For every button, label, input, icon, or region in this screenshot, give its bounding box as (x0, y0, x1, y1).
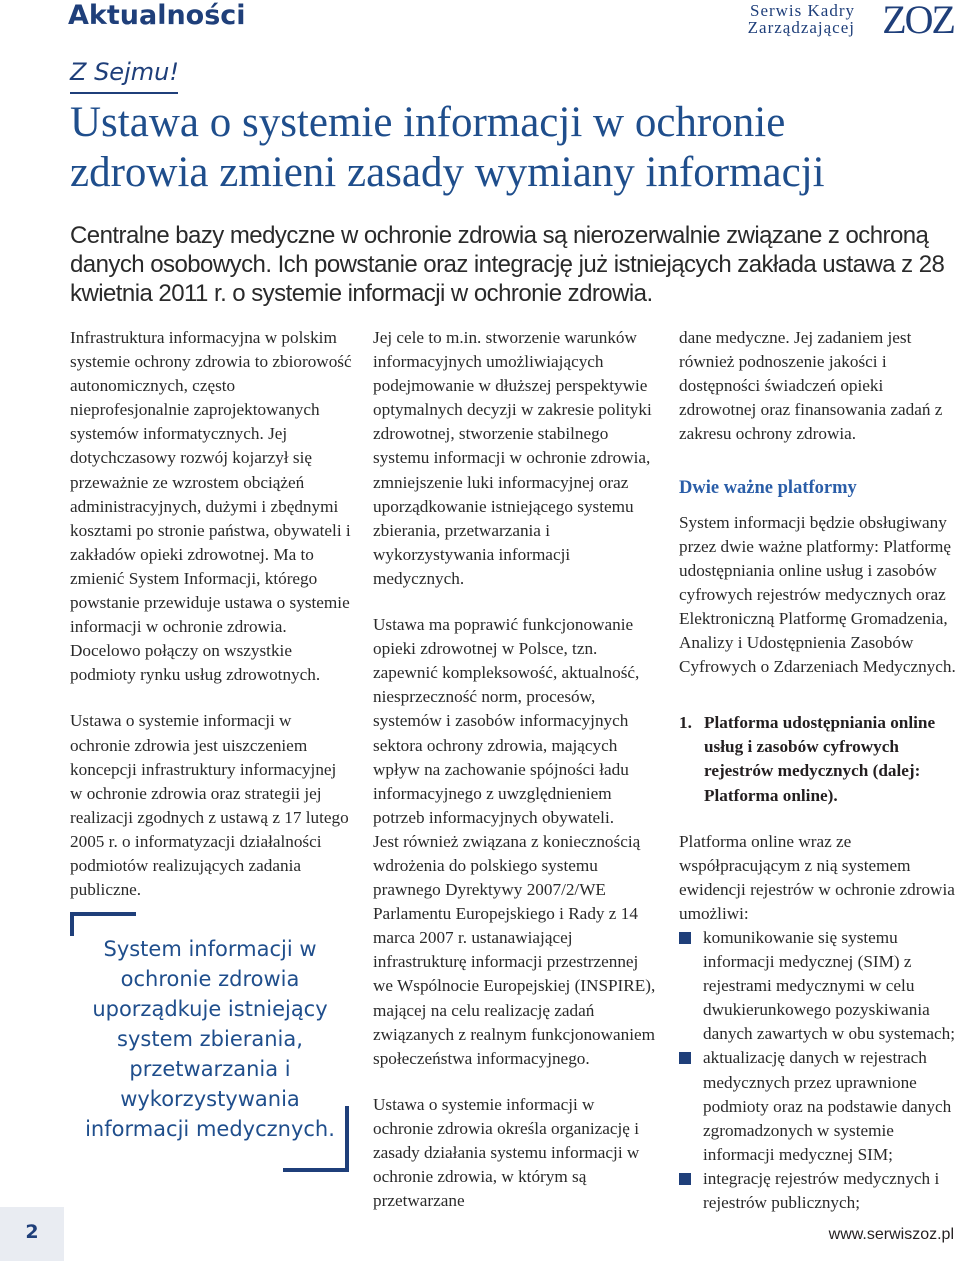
list-item-text: komunikowanie się systemu informacji medycznej (SIM) z rejestrami medycznymi w celu dwukierunkowego pozyskiwania danych zawartych w obu systemach; (703, 927, 955, 1044)
paragraph: Infrastruktura informacyjna w polskim systemie ochrony zdrowia to zbiorowość autonomicznych, często nieprofesjonalnie zaprojektowanych systemów informatycznych. Jej dotychczasowy rozwój kojarzył się przeważnie ze wzrostem obciążeń administracyjnych, dużymi i zbędnymi kosztami po stronie państwa, obywateli i zakładów opieki zdrowotnej. Ma to zmienić System Informacji, którego powstanie przewiduje ustawa o systemie informacji w ochronie zdrowia. Docelowo połączy on wszystkie podmioty rynku usług zdrowotnych. (70, 328, 352, 685)
publication-logo: ZOZ (882, 0, 954, 42)
paragraph: Ustawa ma poprawić funkcjonowanie opieki zdrowotnej w Polsce, tzn. zapewnić kompleksowość, aktualność, niesprzeczność norm, procesów, systemów i zasobów informacyjnych sektora ochrony zdrowia, mających wpływ na zachowanie spójności ładu informacyjnego z uwzględnieniem potrzeb informacyjnych obywateli. (373, 615, 640, 827)
item-title: Platforma udostępniania online usług i zasobów cyfrowych rejestrów medycznych (dalej: Platforma online). (704, 713, 936, 805)
quote-bracket (283, 1168, 349, 1172)
list-item (679, 1046, 960, 1166)
list-item (679, 1167, 960, 1215)
subheading: Dwie ważne platformy (679, 478, 857, 499)
paragraph: dane medyczne. Jej zadaniem jest również podnoszenie jakości i dostępności świadczeń opieki zdrowotnej oraz finansowania zadań z zakresu ochrony zdrowia. (679, 328, 943, 444)
article-headline: Ustawa o systemie informacji w ochronie zdrowia zmieni zasady wymiany informacji (70, 99, 825, 196)
paragraph: Platforma online wraz ze współpracującym z nią systemem ewidencji rejestrów w ochronie zdrowia umożliwi: (679, 831, 955, 923)
kicker: Z Sejmu! (70, 58, 179, 86)
item-number: 1. (679, 713, 692, 733)
list-item (679, 926, 960, 1046)
paragraph: System informacji będzie obsługiwany przez dwie ważne platformy: Platformę udostępniania online usług i zasobów cyfrowych rejestrów medycznych oraz Elektroniczną Platformę Gromadzenia, Analizy i Udostępnienia Zasobów Cyfrowych o Zdarzeniach Medycznych. (679, 512, 956, 677)
quote-bracket (70, 912, 74, 936)
publication-logo-text (748, 2, 855, 36)
column-2 (373, 326, 658, 1213)
paragraph: Jej cele to m.in. stworzenie warunków informacyjnych umożliwiających podejmowanie w dłuższej perspektywie optymalnych decyzji w zakresie polityki zdrowotnej, stworzenie stabilnego systemu informacji w ochronie zdrowia, zmniejszenie luki informacyjnej oraz uporządkowanie istniejącego systemu zbierania, przetwarzania i wykorzystywania informacji medycznych. (373, 328, 652, 588)
quote-bracket (345, 1106, 349, 1172)
pull-quote: System informacji w ochronie zdrowia uporządkuje istniejący system zbierania, przetwarzania i wykorzystywania informacji medycznych. (85, 937, 335, 1141)
quote-bracket (70, 912, 136, 916)
list-item-text: integrację rejestrów medycznych i rejestrów publicznych; (703, 1168, 940, 1212)
section-title: Aktualności (68, 0, 246, 31)
numbered-item (679, 711, 960, 807)
column-1 (70, 326, 352, 902)
paragraph: Jest również związana z koniecznością wdrożenia do polskiego systemu prawnego Dyrektywy 2007/2/WE Parlamentu Europejskiego i Rady z 14 marca 2007 r. ustanawiającej infrastrukturę informacji przestrzennej we Wspólnocie Europejskiej (INSPIRE), mającej na celu realizację zadań związanych z realnym funkcjonowaniem społeczeństwa informacyjnego. (373, 831, 656, 1068)
logo-line-2: Zarządzającej (747, 18, 855, 37)
paragraph: Ustawa o systemie informacji w ochronie zdrowia jest uiszczeniem koncepcji infrastruktury informacyjnej w ochronie zdrowia oraz strategii jej realizacji zgodnych z ustawą z 17 lutego 2005 r. o informatyzacji działalności podmiotów realizujących zadania publiczne. (70, 711, 349, 900)
square-bullet-icon (679, 1052, 691, 1064)
logo-line-1: Serwis Kadry (749, 1, 855, 20)
website-url[interactable]: www.serwiszoz.pl (828, 1226, 954, 1243)
square-bullet-icon (679, 1173, 691, 1185)
article-lead: Centralne bazy medyczne w ochronie zdrowia są nierozerwalnie związane z ochroną danych osobowych. Ich powstanie oraz integrację już istniejących zakłada ustawa z 28 kwietnia 2011 r. o systemie informacji w ochronie zdrowia. (70, 222, 945, 307)
paragraph: Ustawa o systemie informacji w ochronie zdrowia określa organizację i zasady działania systemu informacji w ochronie zdrowia, w którym są przetwarzane (373, 1094, 640, 1211)
page-number: 2 (25, 1221, 39, 1243)
square-bullet-icon (679, 932, 691, 944)
list-item-text: aktualizację danych w rejestrach medycznych przez uprawnione podmioty oraz na podstawie danych zgromadzonych w systemie informacji medycznej SIM; (703, 1048, 952, 1164)
kicker-underline (70, 92, 178, 94)
column-3 (679, 326, 960, 1215)
